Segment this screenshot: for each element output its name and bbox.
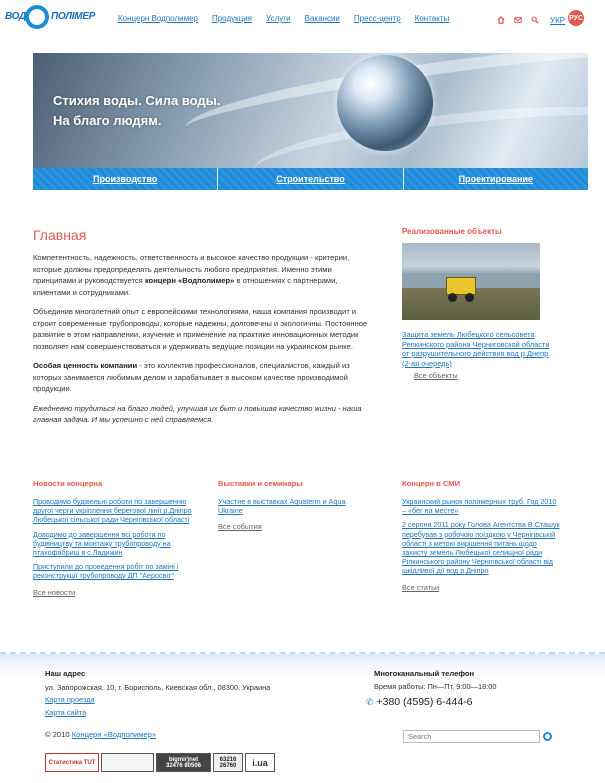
slogan-line-2: На благо людям. xyxy=(53,113,162,128)
copyright-link[interactable]: Концерн «Водполимер» xyxy=(71,730,157,739)
news-column xyxy=(33,479,193,597)
nav-products[interactable]: Продукция xyxy=(211,14,253,23)
counter-tut[interactable]: Статистика TUT xyxy=(45,753,99,772)
news-item[interactable]: Доводимо до завершення всі роботи по будівництву та монтажу трубопроводу на птахофабриці в с.Ладижин xyxy=(33,529,171,558)
all-events-link[interactable]: Все события xyxy=(218,522,262,532)
photo-wheel xyxy=(465,293,474,302)
counter-iua[interactable]: i.ua xyxy=(245,753,275,772)
all-objects-link[interactable]: Все объекты xyxy=(414,371,458,380)
water-drop-image xyxy=(337,55,433,151)
search-input[interactable] xyxy=(403,730,540,743)
events-title: Выставки и семинары xyxy=(218,479,303,488)
logo-text-right: ПОЛІМЕР xyxy=(51,11,96,22)
media-title: Концерн в СМИ xyxy=(402,479,461,488)
counter-value-bottom: 26760 xyxy=(219,762,237,769)
nav-concern[interactable]: Концерн Водполимер xyxy=(118,14,198,23)
paragraph-1: Компетентность, надежность, ответственность и высокое качество продукции - критерии, которые должны предопределять деятельность любого предприятия. Именно этими принципами и руководствуется концерн «Водполимер» в отношениях с партнерами, клиентами и сотрудниками. xyxy=(33,253,350,297)
counter-blank[interactable] xyxy=(101,753,154,772)
nav-services[interactable]: Услуги xyxy=(266,14,291,23)
main-content xyxy=(33,227,373,434)
media-item[interactable]: 2 серпня 2011 року Голова Агентства В.Сташук перебував з робочою поїздкою у Чернігівській області з метою вирішення питань щодо захисту земель Любецької селищної ради Ріпкинського району Чернігівської області від шкідливої дії вод р.Дніпро xyxy=(402,520,560,576)
realized-item-link[interactable]: Защита земель Любецкого сельсовета Репкинского района Черниговской области от разрушительного действия вод р.Днепр (2-ая очередь) xyxy=(402,330,550,368)
logo-ring-icon xyxy=(25,5,49,29)
realized-objects xyxy=(402,227,552,380)
paragraph-4: Ежедневно трудиться на благо людей, улучшая их быт и повышая качество жизни - наша главная задача. И мы успешно с ней справляемся. xyxy=(33,403,362,424)
all-news-link[interactable]: Все новости xyxy=(33,587,76,597)
news-item[interactable]: Проводимо будівельні роботи по завершенню другої черги укріплення берегової лінії р.Дніпро Любецької сільської ради Чернігівської області xyxy=(33,497,192,525)
nav-press-center[interactable]: Пресс-центр xyxy=(353,14,401,23)
media-item[interactable]: Украинский рынок полимерных труб. Год 2010 – «бег на месте» xyxy=(402,497,557,516)
events-column xyxy=(218,479,368,531)
lang-rus[interactable]: РУС xyxy=(568,10,584,26)
phone-icon: ✆ xyxy=(366,697,374,707)
paragraph-2: Объединив многолетний опыт с европейскими технологиями, наша компания производит и строит современные трубопроводы, которые надежны, долговечны и экологичны. Постоянное развитие в этом направлении, изучение и применение на практике инновационных методик позволяет нам совершенствоваться и удерживать ведущие позиции на украинском рынке. xyxy=(33,307,368,351)
event-item[interactable]: Участие в выставках Aquaterm и Aqua Ukraine xyxy=(218,497,346,516)
work-hours: Время работы: Пн—Пт, 9:00—18:00 xyxy=(374,682,497,691)
news-title: Новости концерна xyxy=(33,479,103,488)
tab-design[interactable]: Проектирование xyxy=(404,168,588,190)
footer xyxy=(0,652,605,783)
counter-numbers[interactable] xyxy=(213,753,243,772)
page-title: Главная xyxy=(33,227,87,243)
realized-photo[interactable] xyxy=(402,243,540,320)
search-icon[interactable] xyxy=(531,16,539,24)
top-icons xyxy=(497,14,584,26)
logo[interactable] xyxy=(4,3,96,31)
phone-value: +380 (4595) 6-444-6 xyxy=(376,696,473,708)
sitemap-link[interactable]: Карта сайта xyxy=(45,708,87,717)
phone-number xyxy=(366,696,473,708)
tab-production[interactable]: Производство xyxy=(33,168,218,190)
search-button-icon[interactable] xyxy=(543,732,552,741)
media-column xyxy=(402,479,562,592)
counters-bar xyxy=(45,753,277,772)
address-title: Наш адрес xyxy=(45,669,86,678)
lang-ukr[interactable]: УКР xyxy=(550,15,566,25)
phone-title: Многоканальный телефон xyxy=(374,669,475,678)
nav-vacancies[interactable]: Вакансии xyxy=(304,14,340,23)
news-item[interactable]: Приступили до проведення робіт по заміні і реконструкції трубопроводу ДП "Аеросвіт" xyxy=(33,562,179,581)
mail-icon[interactable] xyxy=(514,16,522,24)
top-navigation xyxy=(118,14,463,23)
photo-wheel xyxy=(448,293,457,302)
address-text: ул. Запорожская, 10, г. Борисполь, Киевская обл., 08300, Украина xyxy=(45,683,271,692)
tab-construction[interactable]: Строительство xyxy=(218,168,403,190)
bigmir-label: bigmir)net xyxy=(168,756,199,763)
bigmir-values: 32476 80506 xyxy=(165,762,202,769)
home-icon[interactable] xyxy=(497,16,505,24)
hero-banner xyxy=(33,53,588,168)
copyright-year: © 2010 xyxy=(45,730,70,739)
paragraph-3: Особая ценность компании - это коллектив профессионалов, специалистов, каждый из которых занимается любимым делом и зарабатывает в высоком качестве производимой продукции. xyxy=(33,361,350,393)
directions-map-link[interactable]: Карта проезда xyxy=(45,695,95,704)
all-articles-link[interactable]: Все статьи xyxy=(402,582,440,592)
nav-contacts[interactable]: Контакты xyxy=(414,14,450,23)
slogan-line-1: Стихия воды. Сила воды. xyxy=(53,93,221,108)
copyright xyxy=(45,730,156,739)
realized-title: Реализованные объекты xyxy=(402,227,502,236)
section-tabs xyxy=(33,168,588,190)
banner-slogan xyxy=(53,91,220,131)
counter-value-top: 63216 xyxy=(219,756,237,763)
counter-bigmir[interactable] xyxy=(156,753,211,772)
logo-text-left: ВОД xyxy=(5,11,26,22)
